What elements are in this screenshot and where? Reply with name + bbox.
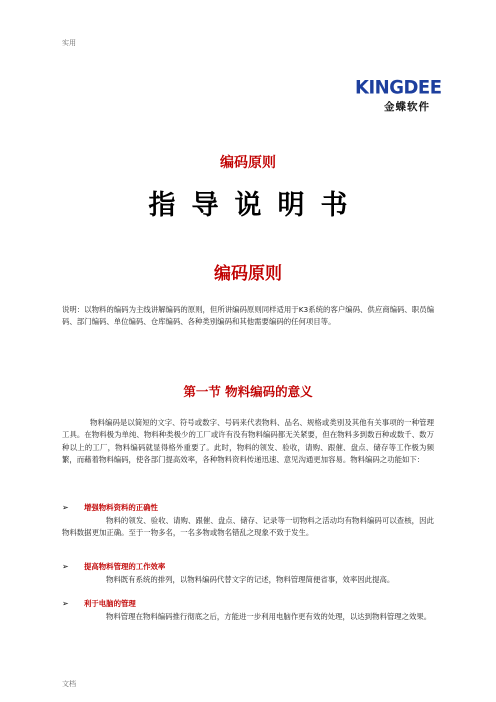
bullet-heading-text: 利于电脑的管理 (84, 599, 136, 608)
bullet-body-text: 物料管理在物料编码推行彻底之后，方能进一步利用电脑作更有效的处理，以达到物料管理之效果。 (106, 612, 432, 621)
section-title: 第一节 物料编码的意义 (183, 384, 313, 399)
bullet-body-text: 物料既有系统的排列，以物料编码代替文字的记述，物料管理简便省事，效率因此提高。 (106, 575, 395, 584)
intro-paragraph: 说明：以物料的编码为主线讲解编码的原则，但所讲编码原则同样适用于K3系统的客户编码、供应商编码、职员编码、部门编码、单位编码、仓库编码、各种类别编码和其他需要编码的任何项目等。 (62, 305, 434, 327)
bullet-heading (62, 561, 434, 573)
bullet-body-text: 物料的领发、验收、请购、跟催、盘点、储存、记录等一切物料之活动均有物料编码可以查核，因此物料数据更加正确。至于一物多名，一名多物或物名错乱之现象不致于发生。 (62, 516, 434, 538)
kingdee-logo (355, 76, 442, 114)
bullet-heading-text: 提高物料管理的工作效率 (84, 562, 166, 571)
bullet-body (84, 574, 434, 586)
doc-subtitle: 编码原则 (220, 155, 276, 171)
bullet-body (62, 515, 434, 540)
doc-title: 指导说明书 (148, 190, 364, 221)
arrow-bullet-icon: ➢ (62, 599, 69, 608)
page-header: 实用 (62, 39, 76, 47)
bullet-heading-text: 增强物料资料的正确性 (84, 503, 158, 512)
bullet-body (84, 611, 434, 623)
arrow-bullet-icon: ➢ (62, 562, 69, 571)
bullet-heading (62, 502, 434, 514)
arrow-bullet-icon: ➢ (62, 503, 69, 512)
page-footer: 文档 (62, 680, 76, 688)
doc-topic: 编码原则 (214, 264, 282, 284)
section-body: 物料编码是以简短的文字、符号或数字、号码来代表物料、品名、规格或类别及其他有关事项的一种管理工具。在物料极为单纯、物料种类极少的工厂或许有没有物料编码都无关紧要，但在物料多到数百种或数千、数万种以上的工厂，物料编码就显得格外重要了。此时，物料的领发、验收，请购、跟催、盘点、储存等工作极为频繁，而藉着物料编码，使各部门提高效率，各种物料资料传递迅速、意见沟通更加容易。物料编码之功能如下： (62, 418, 434, 464)
logo-cn: 金蝶软件 (384, 101, 430, 113)
logo-brand: KINGDEE (355, 76, 442, 99)
bullet-heading (62, 598, 434, 610)
